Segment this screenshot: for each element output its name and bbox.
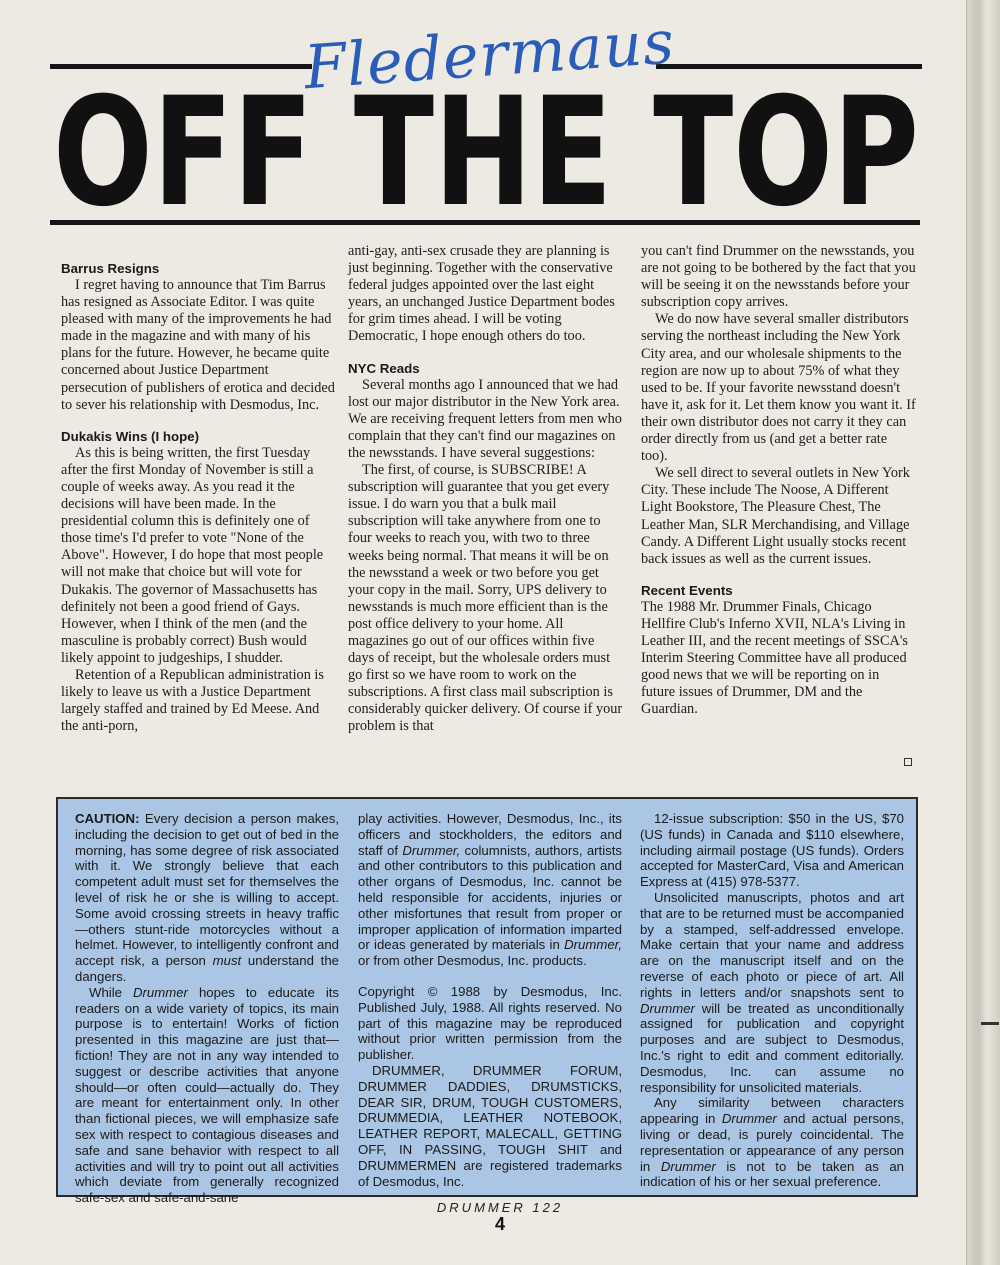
paragraph: anti-gay, anti-sex crusade they are planning is just beginning. Together with the conservative federal judges appointed over the last eight years, an unchanged Justice Department bodes for grim times ahead. I will be voting Democratic, I hope enough others do too. [348, 243, 615, 345]
masthead-rule-right [656, 64, 922, 69]
caution-emphasis: Drummer [721, 1111, 777, 1127]
caution-emphasis: must [212, 953, 242, 969]
page-title [50, 84, 922, 214]
caution-text: and actual persons, living or dead, is purely coincidental. The representation or appearance of any person in [640, 1111, 904, 1174]
paragraph: The 1988 Mr. Drummer Finals, Chicago Hellfire Club's Inferno XVII, NLA's Living in Leather III, and the recent meetings of SSCA's Interim Steering Committee have all produced good news that we will be reporting on in future issues of Drummer, DM and the Guardian. [641, 598, 908, 718]
caution-text: While [89, 984, 133, 1000]
caution-text: or from other Desmodus, Inc. products. [358, 953, 587, 969]
masthead-rule-left [50, 64, 312, 69]
caution-text: Unsolicited manuscripts, photos and art that are to be returned must be accompanied by a stamped, self-addressed envelope. Make certain that your name and address are on the manuscript itself and on the reverse of each photo or piece of art. All rights in letters and/or snapshots sent to [640, 889, 904, 1000]
caution-column-3 [640, 811, 904, 1190]
caution-emphasis: Drummer, [402, 842, 461, 858]
page-footer [400, 1200, 600, 1233]
paragraph: Retention of a Republican administration is likely to leave us with a Justice Department largely staffed and trained by Ed Meese. And the anti-porn, [61, 666, 324, 735]
page-edge [966, 0, 1000, 1265]
caution-column-2 [358, 811, 622, 1189]
caution-notice-box [56, 797, 918, 1206]
article-column-3 [641, 243, 916, 718]
caution-paragraph [75, 811, 339, 985]
submissions-paragraph [640, 890, 904, 1095]
article-column-1 [61, 260, 336, 735]
column-author-script: Fledermaus [302, 7, 678, 104]
edge-mark [981, 1022, 999, 1025]
caution-text: Every decision a person makes, including the decision to get out of bed in the morning, has some degree of risk associated with it. We strongly believe that each competent adult must set for themselves the level of risk he or she is willing to accept. Some avoid crossing streets in heavy traffic—others stunt-ride motorcycles without a helmet. However, to intelligently confront and accept risk, a person [75, 811, 339, 969]
masthead-rule-bottom [50, 220, 920, 225]
section-heading: NYC Reads [348, 360, 420, 376]
disclaimer-paragraph [640, 1095, 904, 1190]
section-heading: Barrus Resigns [61, 261, 160, 276]
section-heading: Recent Events [641, 582, 733, 598]
caution-text: columnists, authors, artists and other contributors to this publication and other organs of Desmodus, Inc. cannot be held responsible for accidents, injuries or other misfortunes that result from proper or improper application of information imparted or ideas generated by materials in [358, 842, 622, 953]
paragraph: The first, of course, is SUBSCRIBE! A subscription will guarantee that you get every issue. I do warn you that a bulk mail subscription will take anywhere from one to four weeks to reach you, with two to three weeks being normal. That means it will be on the newsstand a week or two before you get your copy in the mail. Sorry, UPS delivery to newsstands is much more efficient than is the post office delivery to your home. All magazines go out of our offices within five days of receipt, but the wholesale orders must go first so we have room to work on the subscriptions. A first class mail subscription is considerably quicker delivery. Of course if your problem is that [348, 462, 623, 735]
caution-text: is not to be taken as an indication of his or her sexual preference. [640, 1158, 905, 1190]
trademarks-paragraph: DRUMMER, DRUMMER FORUM, DRUMMER DADDIES, DRUMSTICKS, DEAR SIR, DRUM, TOUGH CUSTOMERS, DRUMMEDIA, LEATHER NOTEBOOK, LEATHER REPORT, MALECALL, GETTING OFF, IN PASSING, TOUGH SHIT and DRUMMERMEN are registered trademarks of Desmodus, Inc. [358, 1062, 622, 1189]
paragraph: As this is being written, the first Tuesday after the first Monday of November is still a couple of weeks away. As you read it the decisions will have been made. In the presidential column this is definitely one of those time's I'd prefer to vote "None of the Above". However, I do hope that most people will not make that choice but will vote for Dukakis. The governor of Massachusetts has definitely not been a good friend of Gays. However, when I think of the men (and the masculine is probably correct) Bush would likely appoint to judgeships, I shudder. [61, 444, 324, 666]
caution-text: play activities. However, Desmodus, Inc., its officers and stockholders, the editors and staff of [358, 811, 622, 858]
caution-emphasis: Drummer [132, 984, 188, 1000]
paragraph: We do now have several smaller distributors serving the northeast including the New York City area, and our wholesale shipments to the region are now up to about 75% of what they used to be. If your favorite newsstand doesn't have it, ask for it. Let them know you want it. If their own distributor does not carry it they can order directly from us (and get a better rate too). [641, 311, 916, 465]
caution-emphasis: Drummer [640, 1000, 695, 1016]
caution-text: Any similarity between characters appearing in [640, 1095, 904, 1127]
caution-paragraph [358, 811, 622, 969]
paragraph: We sell direct to several outlets in New York City. These include The Noose, A Different Light Bookstore, The Pleasure Chest, The Leather Man, SLR Merchandising, and Village Candy. A Different Light usually stocks recent back issues as well as the current issues. [641, 465, 910, 567]
section-heading: Dukakis Wins (I hope) [61, 428, 200, 444]
caution-text: understand the dangers. [75, 953, 339, 984]
caution-column-1 [75, 811, 339, 1206]
end-of-article-mark [904, 758, 912, 766]
masthead [50, 7, 930, 228]
caution-text: will be treated as unconditionally assigned for publication and copyright purposes and are subject to Desmodus, Inc.'s right to edit and comment editorially. Desmodus, Inc. can assume no responsibility for unsolicited materials. [640, 1000, 904, 1095]
page-number: 4 [494, 1214, 505, 1234]
caution-text: hopes to educate its readers on a wide variety of topics, its main purpose is to entertain! Works of fiction presented in this magazine are just that—fiction! They are not in any way intended to suggest or describe activities that anyone should—or often could—actually do. They are meant for entertainment only. In other than fictional pieces, we will emphasize safe sex with respect to contagious diseases and safe and sane behavior with respect to all activities and will try to point out all activities which deviate from generally recognized safe-sex and safe-and-sane [75, 984, 340, 1206]
caution-paragraph [75, 985, 339, 1206]
page-title-text: OFF THE TOP [53, 84, 919, 214]
paragraph: Several months ago I announced that we had lost our major distributor in the New York area. We are receiving frequent letters from men who complain that they can't find our magazines on the newsstands. I have several suggestions: [348, 376, 622, 461]
caution-lead: CAUTION: [75, 811, 140, 826]
magazine-issue-label: DRUMMER 122 [436, 1200, 564, 1215]
paragraph: I regret having to announce that Tim Barrus has resigned as Associate Editor. I was quite pleased with many of the improvements he had made in the magazine and with many of his plans for the future. However, he became quite concerned about Justice Department persecution of publishers of erotica and decided to sever his relationship with Desmodus, Inc. [61, 277, 335, 413]
page-title-svg [50, 84, 922, 214]
caution-emphasis: Drummer [660, 1158, 716, 1174]
article-column-2 [348, 243, 623, 736]
caution-emphasis: Drummer, [564, 937, 622, 953]
paragraph: you can't find Drummer on the newsstands, you are not going to be bothered by the fact that you will be seeing it on the newsstands before your subscription copy arrives. [641, 243, 916, 311]
subscription-paragraph: 12-issue subscription: $50 in the US, $70 (US funds) in Canada and $110 elsewhere, including airmail postage (US funds). Orders accepted for MasterCard, Visa and American Express at (415) 978-5377. [640, 811, 904, 890]
copyright-paragraph: Copyright © 1988 by Desmodus, Inc. Published July, 1988. All rights reserved. No part of this magazine may be reproduced without prior written permission from the publisher. [358, 983, 622, 1063]
